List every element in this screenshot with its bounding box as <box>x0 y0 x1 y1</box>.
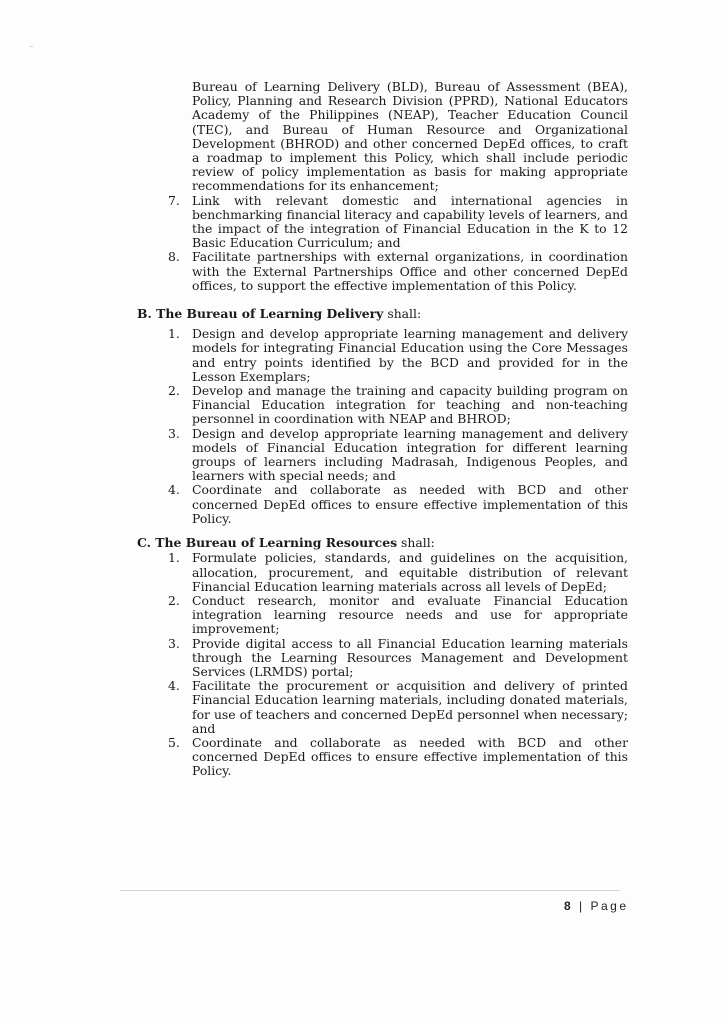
list-item-text: Link with relevant domestic and international agencies in benchmarking financial literacy and capability levels of learners, and the impact of the integration of Financial Education in the K to 12 Basic Education Curriculum; and <box>192 192 628 251</box>
list-item <box>150 250 628 293</box>
list-item-text: Develop and manage the training and capacity building program on Financial Education integration for teaching and non-teaching personnel in coordination with NEAP and BHROD; <box>192 383 628 427</box>
list-item-number: 8. <box>168 249 180 265</box>
list-item-number: 5. <box>168 734 180 750</box>
section-c-heading-bold: C. The Bureau of Learning Resources <box>137 535 398 551</box>
list-item <box>150 384 628 427</box>
section-b-list <box>150 327 628 526</box>
list-item <box>150 637 628 680</box>
page-number: 8 <box>564 899 574 913</box>
section-c-heading <box>137 536 628 550</box>
list-item <box>150 483 628 526</box>
list-item <box>150 679 628 736</box>
list-item-text: Formulate policies, standards, and guidelines on the acquisition, allocation, procurement, and equitable distribution of relevant Financial Education learning materials across all levels of DepEd; <box>192 550 628 594</box>
section-c-list <box>150 551 628 778</box>
list-item-number: 2. <box>168 592 180 608</box>
list-item-text: Coordinate and collaborate as needed with BCD and other concerned DepEd offices to ensure effective implementation of this Policy. <box>192 734 628 779</box>
continuation-paragraph: Bureau of Learning Delivery (BLD), Bureau of Assessment (BEA), Policy, Planning and Research Division (PPRD), National Educators Academy of the Philippines (NEAP), Teacher Education Council (TEC), and Bureau of Human Resource and Organizational Development (BHROD) and other concerned DepEd offices, to craft a roadmap to implement this Policy, which shall include periodic review of policy implementation as basis for making appropriate recommendations for its enhancement; <box>192 79 628 194</box>
list-item-number: 1. <box>168 550 180 566</box>
scan-speck <box>30 46 33 47</box>
section-c-heading-rest: shall: <box>397 535 435 551</box>
top-list <box>150 194 628 293</box>
page-label: Page <box>590 899 629 913</box>
list-item-number: 4. <box>168 678 180 694</box>
list-item <box>150 551 628 594</box>
section-b-heading-rest: shall: <box>383 306 422 322</box>
page-number-footer <box>564 899 629 913</box>
footer-divider <box>120 890 620 891</box>
list-item-text: Provide digital access to all Financial Education learning materials through the Learning Resources Management and Development Services (LRMDS) portal; <box>192 635 628 679</box>
list-item-text: Design and develop appropriate learning management and delivery models of Financial Education integration for different learning groups of learners including Madrasah, Indigenous Peoples, and learners with special needs; and <box>192 425 628 484</box>
list-item-number: 2. <box>168 383 180 399</box>
list-item-number: 7. <box>168 192 180 208</box>
list-item-text: Coordinate and collaborate as needed with BCD and other concerned DepEd offices to ensure effective implementation of this Policy. <box>192 482 628 526</box>
section-b-heading-bold: B. The Bureau of Learning Delivery <box>137 306 384 322</box>
page-body <box>137 79 628 779</box>
list-item <box>150 736 628 779</box>
section-b-heading <box>137 307 628 321</box>
list-item-number: 4. <box>168 482 180 498</box>
list-item-text: Design and develop appropriate learning management and delivery models for integrating Financial Education using the Core Messages and entry points identified by the BCD and provided for in the Lesson Exemplars; <box>192 326 628 384</box>
list-item-number: 3. <box>168 635 180 651</box>
list-item-number: 1. <box>168 326 180 342</box>
list-item <box>150 594 628 637</box>
list-item <box>150 327 628 384</box>
list-item-text: Facilitate the procurement or acquisition and delivery of printed Financial Education learning materials, including donated materials, for use of teachers and concerned DepEd personnel when necessary; and <box>192 678 628 736</box>
list-item-text: Facilitate partnerships with external organizations, in coordination with the External Partnerships Office and other concerned DepEd offices, to support the effective implementation of this Policy. <box>192 249 628 293</box>
list-item-number: 3. <box>168 425 180 441</box>
list-item-text: Conduct research, monitor and evaluate Financial Education integration learning resource needs and use for appropriate improvement; <box>192 592 628 637</box>
list-item <box>150 194 628 251</box>
list-item <box>150 427 628 484</box>
page-number-separator: | <box>579 899 585 913</box>
